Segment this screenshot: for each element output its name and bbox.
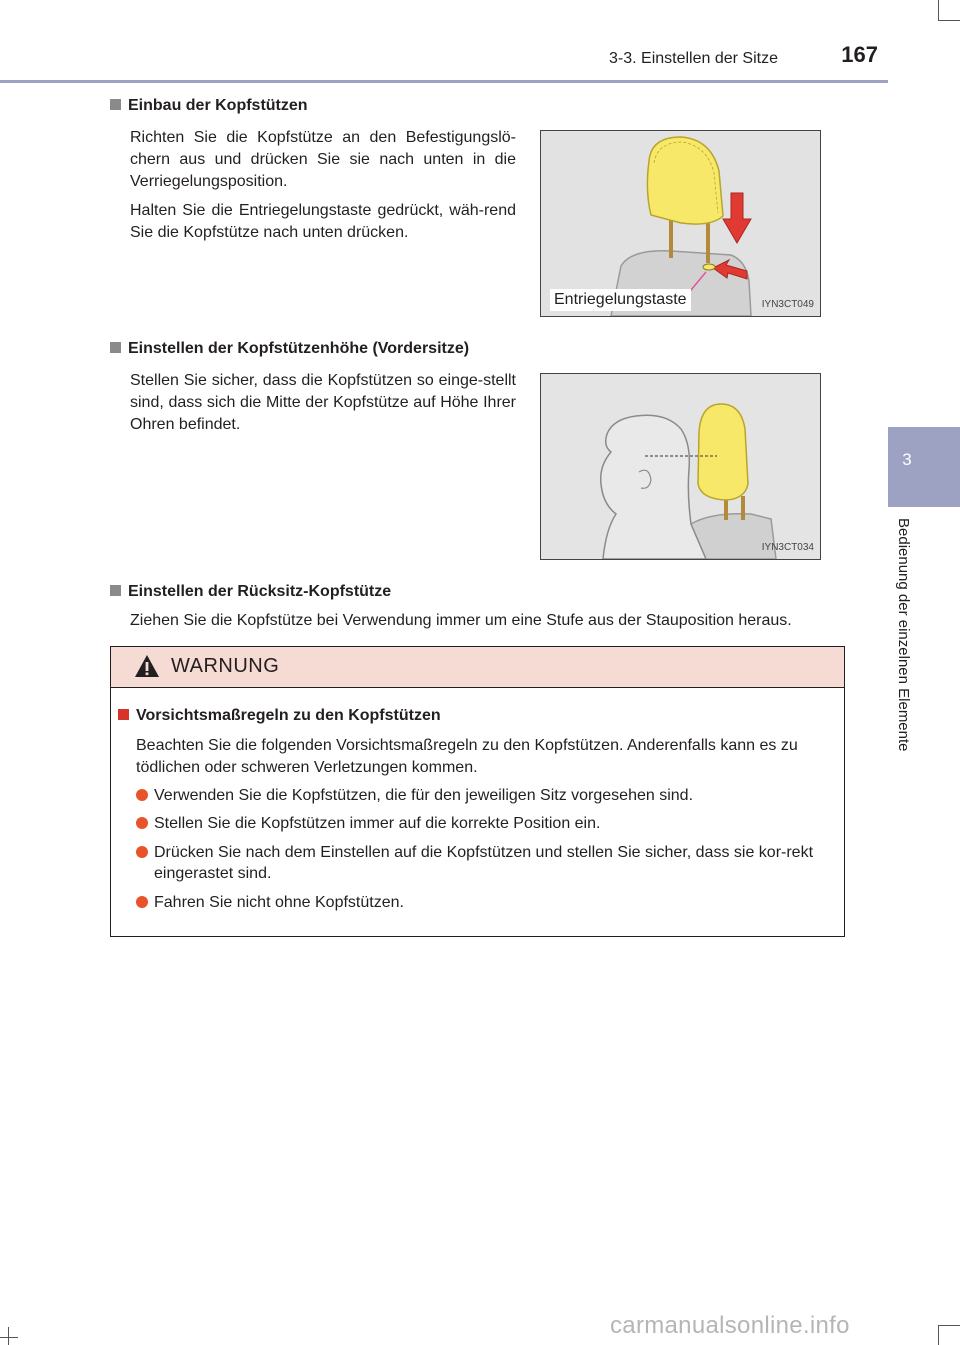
warning-bullet: Stellen Sie die Kopfstützen immer auf die korrekte Position ein. (136, 813, 841, 834)
headrest-install-figure (540, 130, 821, 317)
crop-mark (0, 1337, 18, 1338)
figure-code: IYN3CT034 (761, 542, 814, 553)
crop-mark (8, 1327, 9, 1345)
crop-mark (938, 1325, 960, 1326)
square-bullet-icon (110, 585, 121, 596)
section-title: 3-3. Einstellen der Sitze (609, 50, 778, 67)
body-paragraph: Ziehen Sie die Kopfstütze bei Verwendung immer um eine Stufe aus der Stauposition heraus. (130, 612, 792, 629)
figure-code: IYN3CT049 (761, 299, 814, 310)
bullet-dot-icon (136, 896, 148, 908)
warning-bullet: Verwenden Sie die Kopfstützen, die für den jeweiligen Sitz vorgesehen sind. (136, 785, 841, 806)
bullet-dot-icon (136, 846, 148, 858)
chapter-number: 3 (902, 450, 912, 469)
warning-title: WARNUNG (171, 655, 280, 677)
square-bullet-icon (110, 342, 121, 353)
body-paragraph: Stellen Sie sicher, dass die Kopfstützen so einge-stellt sind, dass sich die Mitte der Kopfstütze auf Höhe Ihrer Ohren befindet. (130, 372, 516, 433)
square-bullet-icon (118, 709, 129, 720)
warning-triangle-icon (133, 653, 161, 679)
chapter-title: Bedienung der einzelnen Elemente (895, 518, 912, 752)
figure-callout-label: Entriegelungstaste (550, 289, 691, 311)
body-paragraph: Richten Sie die Kopfstütze an den Befestigungslö-chern aus und drücken Sie sie nach unten in die Verriegelungsposition. (130, 129, 516, 190)
header-rule (0, 80, 888, 83)
body-paragraph: Halten Sie die Entriegelungstaste gedrückt, wäh-rend Sie die Kopfstütze nach unten drücken. (130, 202, 516, 241)
section-heading: Einstellen der Rücksitz-Kopfstütze (110, 583, 391, 601)
watermark: carmanualsonline.info (610, 1312, 850, 1339)
square-bullet-icon (110, 99, 121, 110)
crop-mark (938, 20, 960, 21)
section-heading: Einbau der Kopfstützen (110, 97, 308, 115)
crop-mark (938, 0, 939, 20)
page-number: 167 (841, 42, 878, 67)
warning-intro: Beachten Sie die folgenden Vorsichtsmaßregeln zu den Kopfstützen. Anderenfalls kann es zu tödlichen oder schweren Verletzungen kommen. (136, 737, 798, 776)
warning-subheading: Vorsichtsmaßregeln zu den Kopfstützen (118, 707, 441, 725)
warning-header (111, 647, 844, 688)
warning-bullet: Drücken Sie nach dem Einstellen auf die Kopfstützen und stellen Sie sicher, dass sie kor-rekt eingerastet sind. (136, 842, 841, 884)
headrest-height-illustration (541, 374, 820, 559)
crop-mark (938, 1325, 939, 1345)
bullet-dot-icon (136, 789, 148, 801)
headrest-height-figure (540, 373, 821, 560)
warning-box (110, 646, 845, 937)
section-heading: Einstellen der Kopfstützenhöhe (Vordersitze) (110, 340, 469, 358)
warning-bullet: Fahren Sie nicht ohne Kopfstützen. (136, 892, 841, 913)
bullet-dot-icon (136, 817, 148, 829)
